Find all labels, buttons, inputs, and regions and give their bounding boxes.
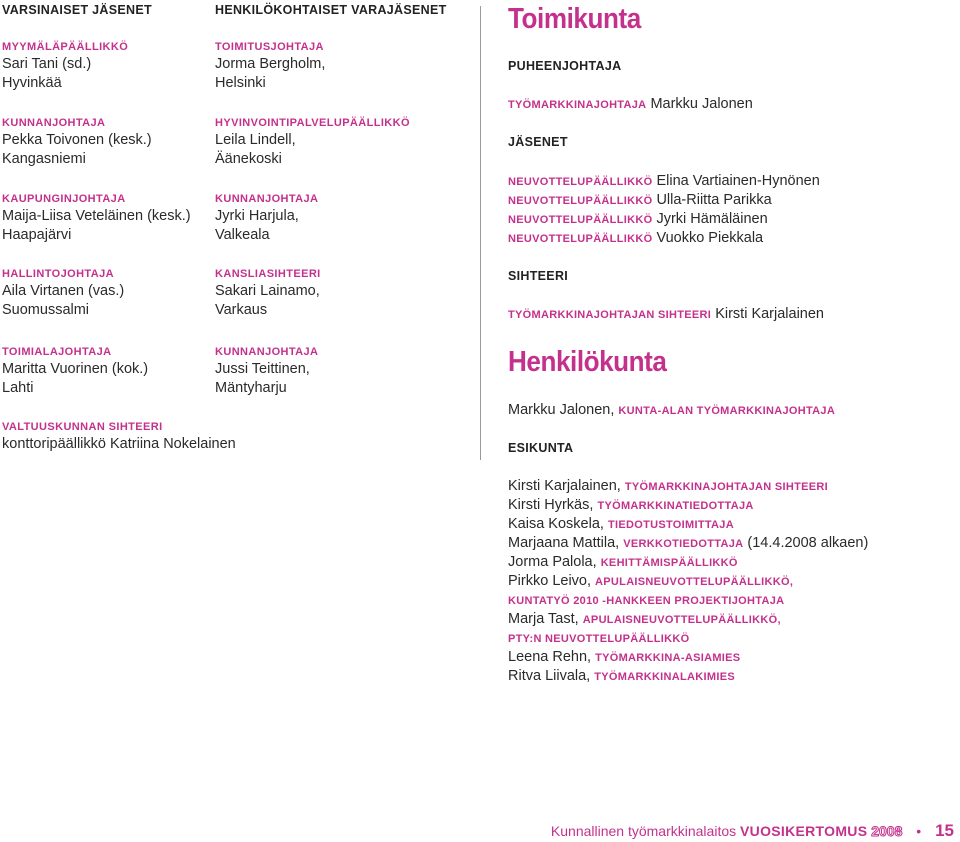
staff-line [508,496,754,516]
members-heading: JÄSENET [508,135,568,149]
page-number: 15 [935,821,954,840]
column-divider [480,6,481,460]
staff-role: TYÖMARKKINALAKIMIES [594,671,735,683]
footer-year: 2008 [871,823,903,839]
deputy-name: Jorma Bergholm, [215,56,326,72]
deputy-place: Helsinki [215,75,266,91]
member-place: Lahti [2,380,34,396]
section-heading-regular-members: VARSINAISET JÄSENET [2,3,152,17]
committee-member-role: NEUVOTTELUPÄÄLLIKKÖ [508,233,653,245]
staff-line [508,572,793,592]
committee-member-role: NEUVOTTELUPÄÄLLIKKÖ [508,214,653,226]
staff-line [508,515,734,535]
member-name: Maija-Liisa Veteläinen (kesk.) [2,208,191,224]
staff-line [508,648,740,668]
member-role: TOIMIALAJOHTAJA [2,346,112,358]
staff-line [508,629,689,649]
council-secretary [2,420,236,454]
staff-line [508,534,868,554]
deputy-name: Sakari Lainamo, [215,283,320,299]
secretary-line [508,305,824,325]
deputy-name: Leila Lindell, [215,132,296,148]
staff-role: TIEDOTUSTOIMITTAJA [607,519,734,531]
staff-name: Kaisa Koskela, [508,516,604,532]
committee-member-line [508,172,820,192]
council-secretary-role: VALTUUSKUNNAN SIHTEERI [2,421,163,433]
deputy-entry [215,116,410,169]
member-role: HALLINTOJOHTAJA [2,268,114,280]
esikunta-heading: ESIKUNTA [508,441,574,455]
staff-role: APULAISNEUVOTTELUPÄÄLLIKKÖ, [582,614,781,626]
member-name: Sari Tani (sd.) [2,56,92,72]
deputy-entry [215,192,318,245]
page-footer [551,822,954,840]
staff-role: VERKKOTIEDOTTAJA [623,538,744,550]
member-name: Pekka Toivonen (kesk.) [2,132,152,148]
chair-heading: PUHEENJOHTAJA [508,59,622,73]
director-line [508,401,835,421]
member-entry [2,40,128,93]
deputy-place: Äänekoski [215,151,282,167]
committee-member-role: NEUVOTTELUPÄÄLLIKKÖ [508,176,653,188]
committee-title: Toimikunta [508,3,641,35]
footer-separator: • [916,823,922,839]
staff-line [508,610,781,630]
committee-member-name: Elina Vartiainen-Hynönen [656,173,820,189]
staff-role: KEHITTÄMISPÄÄLLIKKÖ [600,557,738,569]
staff-name: Pirkko Leivo, [508,573,592,589]
deputy-entry [215,40,325,93]
committee-member-name: Vuokko Piekkala [656,230,764,246]
member-entry [2,267,124,320]
deputy-place: Varkaus [215,302,268,318]
member-entry [2,192,191,245]
footer-publisher: Kunnallinen työmarkkinalaitos [550,823,737,839]
staff-name: Kirsti Hyrkäs, [508,497,594,513]
secretary-heading: SIHTEERI [508,269,569,283]
staff-name: Jorma Palola, [508,554,597,570]
staff-line [508,591,784,611]
committee-member-name: Jyrki Hämäläinen [656,211,768,227]
deputy-role: KUNNANJOHTAJA [215,346,319,358]
deputy-entry [215,267,321,320]
member-name: Maritta Vuorinen (kok.) [2,361,149,377]
member-place: Haapajärvi [2,227,72,243]
staff-role: APULAISNEUVOTTELUPÄÄLLIKKÖ, [595,576,794,588]
deputy-role: TOIMITUSJOHTAJA [215,41,324,53]
staff-line [508,553,738,573]
staff-role: KUNTATYÖ 2010 -HANKKEEN PROJEKTIJOHTAJA [508,595,785,607]
deputy-place: Valkeala [215,227,270,243]
chair-line [508,95,753,115]
staff-role: PTY:N NEUVOTTELUPÄÄLLIKKÖ [508,633,690,645]
committee-member-line [508,210,768,230]
member-place: Suomussalmi [2,302,90,318]
director-role: KUNTA-ALAN TYÖMARKKINAJOHTAJA [618,405,836,417]
director-name: Markku Jalonen, [508,402,615,418]
member-role: MYYMÄLÄPÄÄLLIKKÖ [2,41,129,53]
committee-member-role: NEUVOTTELUPÄÄLLIKKÖ [508,195,653,207]
deputy-name: Jyrki Harjula, [215,208,299,224]
member-entry [2,345,148,398]
deputy-entry [215,345,318,398]
committee-member-name: Ulla-Riitta Parikka [656,192,772,208]
chair-role: TYÖMARKKINAJOHTAJA [508,99,647,111]
member-place: Hyvinkää [2,75,62,91]
staff-line [508,667,735,687]
deputy-place: Mäntyharju [215,380,287,396]
staff-line [508,477,828,497]
staff-role: TYÖMARKKINAJOHTAJAN SIHTEERI [624,481,829,493]
section-heading-deputy-members: HENKILÖKOHTAISET VARAJÄSENET [215,3,447,17]
staff-role: TYÖMARKKINATIEDOTTAJA [597,500,754,512]
staff-title: Henkilökunta [508,346,667,378]
committee-member-line [508,191,772,211]
member-role: KAUPUNGINJOHTAJA [2,193,126,205]
footer-report: VUOSIKERTOMUS [740,823,868,839]
committee-member-line [508,229,763,249]
chair-name: Markku Jalonen [650,96,753,112]
staff-name: Leena Rehn, [508,649,592,665]
staff-name: Kirsti Karjalainen, [508,478,621,494]
staff-note: (14.4.2008 alkaen) [747,535,869,551]
staff-name: Marjaana Mattila, [508,535,620,551]
staff-name: Marja Tast, [508,611,579,627]
deputy-role: HYVINVOINTIPALVELUPÄÄLLIKKÖ [215,117,410,129]
secretary-name: Kirsti Karjalainen [715,306,824,322]
staff-name: Ritva Liivala, [508,668,591,684]
secretary-role: TYÖMARKKINAJOHTAJAN SIHTEERI [508,309,712,321]
council-secretary-text: konttoripäällikkö Katriina Nokelainen [2,436,236,452]
deputy-role: KUNNANJOHTAJA [215,193,319,205]
staff-role: TYÖMARKKINA-ASIAMIES [595,652,741,664]
member-entry [2,116,152,169]
deputy-role: KANSLIASIHTEERI [215,268,321,280]
deputy-name: Jussi Teittinen, [215,361,310,377]
member-name: Aila Virtanen (vas.) [2,283,125,299]
member-role: KUNNANJOHTAJA [2,117,106,129]
member-place: Kangasniemi [2,151,86,167]
